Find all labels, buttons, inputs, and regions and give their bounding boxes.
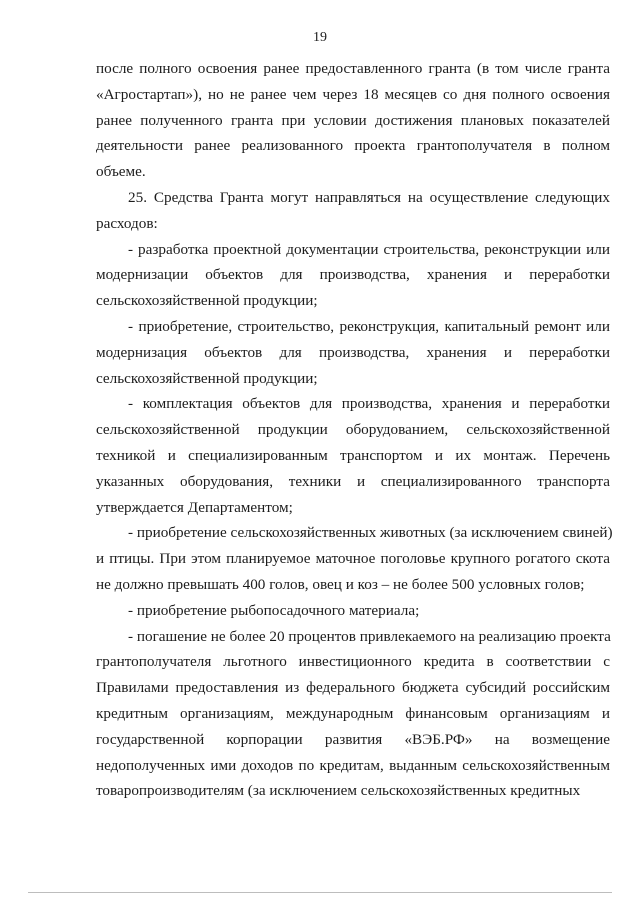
text-line: грантополучателя льготного инвестиционного кредита в соответствии с [96,653,610,671]
paragraph [96,598,610,624]
text-line: сельскохозяйственной продукции; [96,292,318,310]
paragraph [96,237,610,314]
text-line: - приобретение сельскохозяйственных животных (за исключением свиней) [128,524,613,542]
text-line: 25. Средства Гранта могут направляться на осуществление следующих [128,188,610,206]
text-line: указанных оборудования, техники и специализированного транспорта [96,472,610,490]
text-line: - приобретение рыбопосадочного материала; [128,601,420,619]
document-body [96,56,613,804]
text-line: недополученных ими доходов по кредитам, выданным сельскохозяйственным [96,756,610,774]
text-line: ранее полученного гранта при условии достижения плановых показателей [96,111,610,129]
paragraph [96,391,610,520]
text-line: объеме. [96,163,146,181]
text-line: модернизации объектов для производства, хранения и переработки [96,266,610,284]
paragraph [96,624,610,805]
text-line: и птицы. При этом планируемое маточное поголовье крупного рогатого скота [96,550,610,568]
text-line: утверждается Департаментом; [96,498,293,516]
bottom-edge-line [28,892,612,893]
text-line: - погашение не более 20 процентов привлекаемого на реализацию проекта [128,627,611,645]
text-line: Правилами предоставления из федерального бюджета субсидий российским [96,679,610,697]
text-line: - приобретение, строительство, реконструкция, капитальный ремонт или [128,317,610,335]
text-line: товаропроизводителям (за исключением сельскохозяйственных кредитных [96,782,581,800]
text-line: кредитным организациям, международным финансовым организациям и [96,704,610,722]
text-line: государственной корпорации развития «ВЭБ.РФ» на возмещение [96,730,610,748]
text-line: модернизация объектов для производства, хранения и переработки [96,343,610,361]
text-line: сельскохозяйственной продукции оборудованием, сельскохозяйственной [96,421,610,439]
text-line: - разработка проектной документации строительства, реконструкции или [128,240,610,258]
text-line: техникой и специализированным транспортом и их монтаж. Перечень [96,446,610,464]
text-line: после полного освоения ранее предоставленного гранта (в том числе гранта [96,60,610,77]
paragraph [96,56,610,185]
text-line: деятельности ранее реализованного проекта грантополучателя в полном [96,137,610,155]
paragraph [96,520,613,597]
text-line: - комплектация объектов для производства, хранения и переработки [128,395,610,413]
text-line: «Агростартап»), но не ранее чем через 18 месяцев со дня полного освоения [96,85,610,103]
text-line: не должно превышать 400 голов, овец и коз – не более 500 условных голов; [96,575,585,593]
paragraph [96,185,610,237]
page-number: 19 [313,30,327,45]
paragraph [96,314,610,391]
text-line: сельскохозяйственной продукции; [96,369,318,387]
text-line: расходов: [96,214,158,232]
